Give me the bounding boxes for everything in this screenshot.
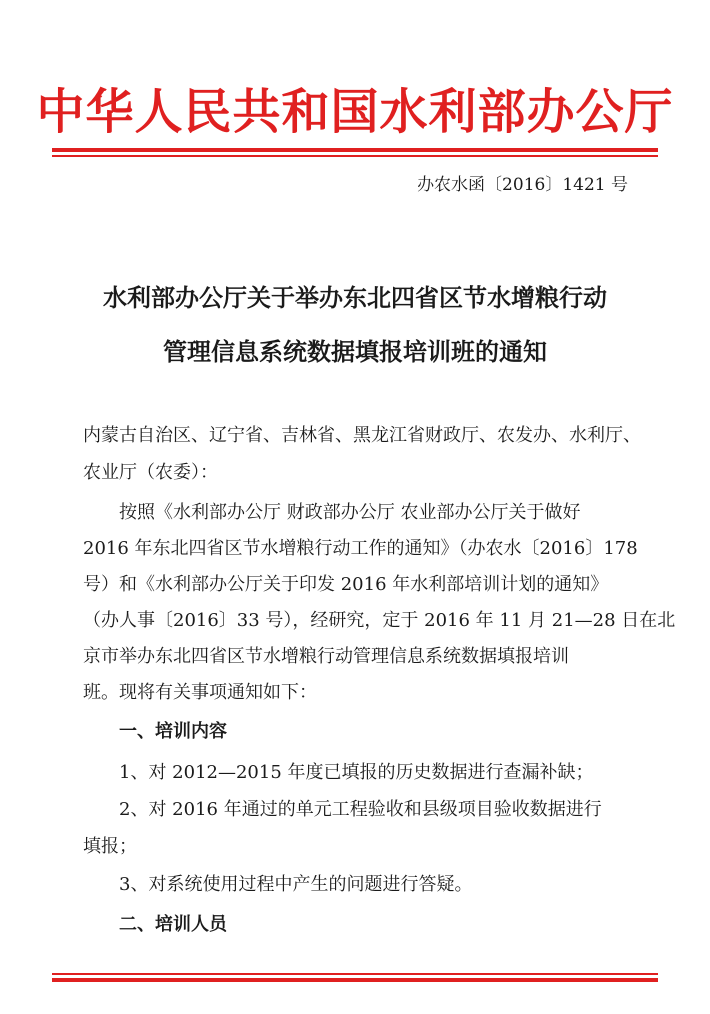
document-number: 办农水函〔2016〕1421 号 <box>417 175 628 195</box>
letterhead-rule-thick <box>52 148 658 152</box>
footer-rule-thin <box>52 973 658 975</box>
body-paragraph-line-5: 京市举办东北四省区节水增粮行动管理信息系统数据填报培训 <box>83 646 569 667</box>
addressee-line-1: 内蒙古自治区、辽宁省、吉林省、黑龙江省财政厅、农发办、水利厅、 <box>83 425 641 446</box>
section-1-item-3: 3、对系统使用过程中产生的问题进行答疑。 <box>119 874 473 895</box>
letterhead-rule-thin <box>52 155 658 157</box>
body-paragraph-line-3: 号）和《水利部办公厅关于印发 2016 年水利部培训计划的通知》 <box>83 574 609 595</box>
section-1-heading: 一、培训内容 <box>119 721 227 742</box>
body-paragraph-line-4: （办人事〔2016〕33 号），经研究，定于 2016 年 11 月 21—28 日在北 <box>83 610 676 631</box>
body-paragraph-line-2: 2016 年东北四省区节水增粮行动工作的通知》（办农水〔2016〕178 <box>83 538 638 559</box>
section-1-item-2-line-1: 2、对 2016 年通过的单元工程验收和县级项目验收数据进行 <box>119 799 602 820</box>
body-paragraph-line-6: 班。现将有关事项通知如下： <box>83 682 317 703</box>
addressee-line-2: 农业厅（农委）： <box>83 462 218 483</box>
section-1-item-2-line-2: 填报； <box>83 836 137 857</box>
section-1-item-1: 1、对 2012—2015 年度已填报的历史数据进行查漏补缺； <box>119 762 594 783</box>
document-title-line-2: 管理信息系统数据填报培训班的通知 <box>163 338 547 366</box>
letterhead-title: 中华人民共和国水利部办公厅 <box>36 84 674 140</box>
section-2-heading: 二、培训人员 <box>119 914 227 935</box>
body-paragraph-line-1: 按照《水利部办公厅 财政部办公厅 农业部办公厅关于做好 <box>119 502 581 523</box>
document-title-line-1: 水利部办公厅关于举办东北四省区节水增粮行动 <box>103 284 607 312</box>
footer-rule-thick <box>52 978 658 982</box>
